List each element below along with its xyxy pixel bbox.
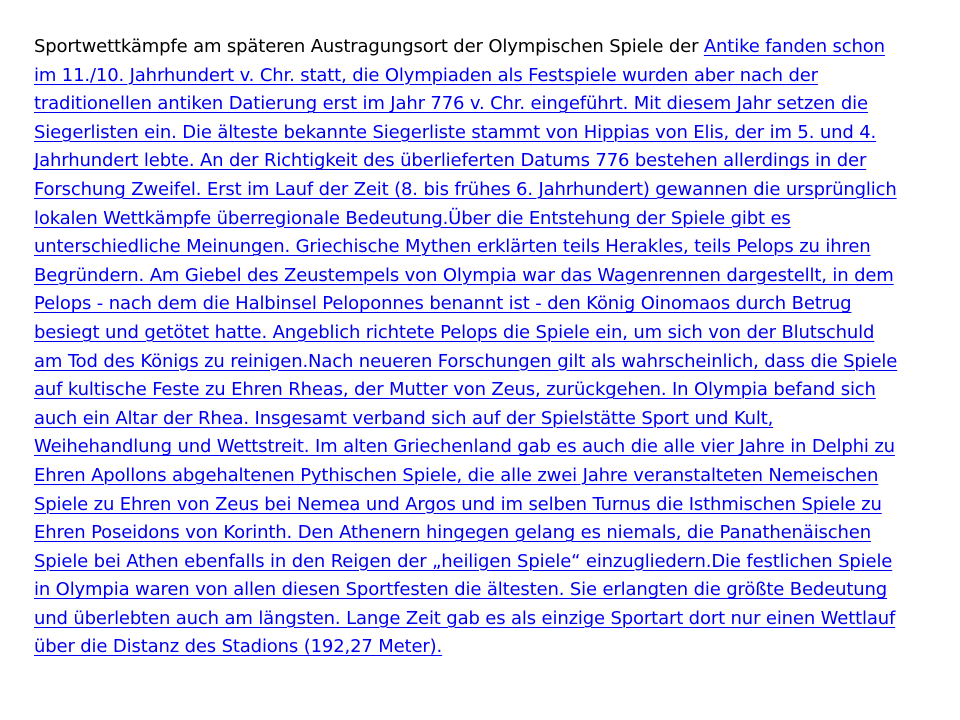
hyperlink-text[interactable]: Antike fanden schon im 11./10. Jahrhundert v. Chr. statt, die Olympiaden als Festspiele wurden aber nach der traditionellen antiken Datierung erst im Jahr 776 v. Chr. eingeführt. Mit diesem Jahr setzen die Siegerlisten ein. Die älteste bekannte Siegerliste stammt von Hippias von Elis, der im 5. und 4. Jahrhundert lebte. An der Richtigkeit des überlieferten Datums 776 bestehen allerdings in der Forschung Zweifel. Erst im Lauf der Zeit (8. bis frühes 6. Jahrhundert) gewannen die ursprünglich lokalen Wettkämpfe überregionale Bedeutung.Über die Entstehung der Spiele gibt es unterschiedliche Meinungen. Griechische Mythen erklärten teils Herakles, teils Pelops zu ihren Begründern. Am Giebel des Zeustempels von Olympia war das Wagenrennen dargestellt, in dem Pelops - nach dem die Halbinsel Peloponnes benannt ist - den König Oinomaos durch Betrug besiegt und getötet hatte. Angeblich richtete Pelops die Spiele ein, um sich von der Blutschuld am Tod des Königs zu reinigen.Nach neueren Forschungen gilt als wahrscheinlich, dass die Spiele auf kultische Feste zu Ehren Rheas, der Mutter von Zeus, zurückgehen. In Olympia befand sich auch ein Altar der Rhea. Insgesamt verband sich auf der Spielstätte Sport und Kult, Weihehandlung und Wettstreit. Im alten Griechenland gab es auch die alle vier Jahre in Delphi zu Ehren Apollons abgehaltenen Pythischen Spiele, die alle zwei Jahre veranstalteten Nemeischen Spiele zu Ehren von Zeus bei Nemea und Argos und im selben Turnus die Isthmischen Spiele zu Ehren Poseidons von Korinth. Den Athenern hingegen gelang es niemals, die Panathenäischen Spiele bei Athen ebenfalls in den Reigen der „heiligen Spiele“ einzugliedern.Die festlichen Spiele in Olympia waren von allen diesen Sportfesten die ältesten. Sie erlangten die größte Bedeutung und überlebten auch am längsten. Lange Zeit gab es als einzige Sportart dort nur einen Wettlauf über die Distanz des Stadions (192,27 Meter). <box>34 36 898 658</box>
intro-text: Sportwettkämpfe am späteren Austragungsort der Olympischen Spiele der <box>34 36 704 57</box>
body-paragraph <box>34 33 904 662</box>
